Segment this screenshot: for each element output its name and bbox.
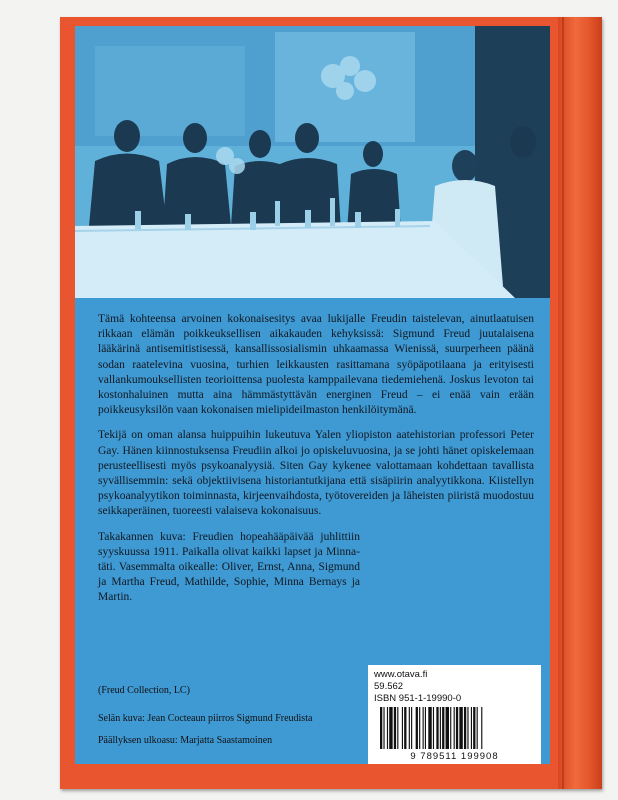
description-paragraph: Tämä kohteensa arvoinen kokonaisesitys avaa lukijalle Freudin taistelevan, ainutlaatuisen rikkaan elämän poikkeuksellisen aikakauden kehyksissä: Sigmund Freud juutalaisena lääkärinä antisemitistisessä, kansallissosialismin uhkaamassa Wienissä, suurperheen päänä sodan raatelevina vuosina, turhien leikkausten rasittamana syöpäpotilaana ja erityisesti vallankumouksellisten teorioittensa puolesta kamppailevana tiedemiehenä. Joskus levoton tai kostonhaluinen mutta aina hämmästyttävän energinen Freud – ei enää vain erään poikkeusyksilön vaan kokonaisen mielipideilmaston henkilöitymänä. — [98, 313, 534, 417]
author-paragraph: Tekijä on oman alansa huippuihin lukeutuva Yalen yliopiston aatehistorian professori Peter Gay. Hänen kiinnostuksensa Freudiin alkoi jo opiskeluvuosina, ja se johti hänet opiskelemaan perusteellisesti myös psykoanalyysiä. Siten Gay kykenee valottamaan kohdettaan tavallista syvällisemmin: sekä objektiivisena historiantutkijana että sisäpiirin analyytikkona. Kiistellyn psykoanalyytikon toiminnasta, kirjeenvaihdosta, työtovereiden ja läheisten piiristä muodostuu seikkaperäinen, tuoreesti valaiseva kokonaisuus. — [98, 429, 534, 518]
cover-design-credit: Päällyksen ulkoasu: Marjatta Saastamoinen — [98, 735, 273, 746]
family-dinner-photo-icon — [75, 26, 550, 298]
barcode-digits: 9 789511 199908 — [410, 751, 499, 762]
book-spine — [558, 17, 602, 789]
isbn-box — [368, 665, 541, 764]
family-dinner-photo — [75, 26, 550, 298]
isbn-number: ISBN 951-1-19990-0 — [374, 693, 462, 704]
body-text — [98, 312, 534, 616]
photo-credit: (Freud Collection, LC) — [98, 685, 190, 696]
publisher-website: www.otava.fi — [374, 669, 428, 680]
class-code: 59.562 — [374, 681, 404, 692]
spine-groove — [562, 17, 564, 789]
spine-image-credit: Selän kuva: Jean Cocteaun piirros Sigmund Freudista — [98, 713, 313, 724]
barcode-icon — [378, 707, 531, 751]
photo-caption-paragraph: Takakannen kuva: Freudien hopeahääpäivää juhlittiin syyskuussa 1911. Paikalla olivat kaikki lapset ja Minna-täti. Vasemmalta oikealle: Oliver, Ernst, Anna, Sigmund ja Martha Freud, Mathilde, Sophie, Minna Bernays ja Martin. — [98, 530, 360, 604]
